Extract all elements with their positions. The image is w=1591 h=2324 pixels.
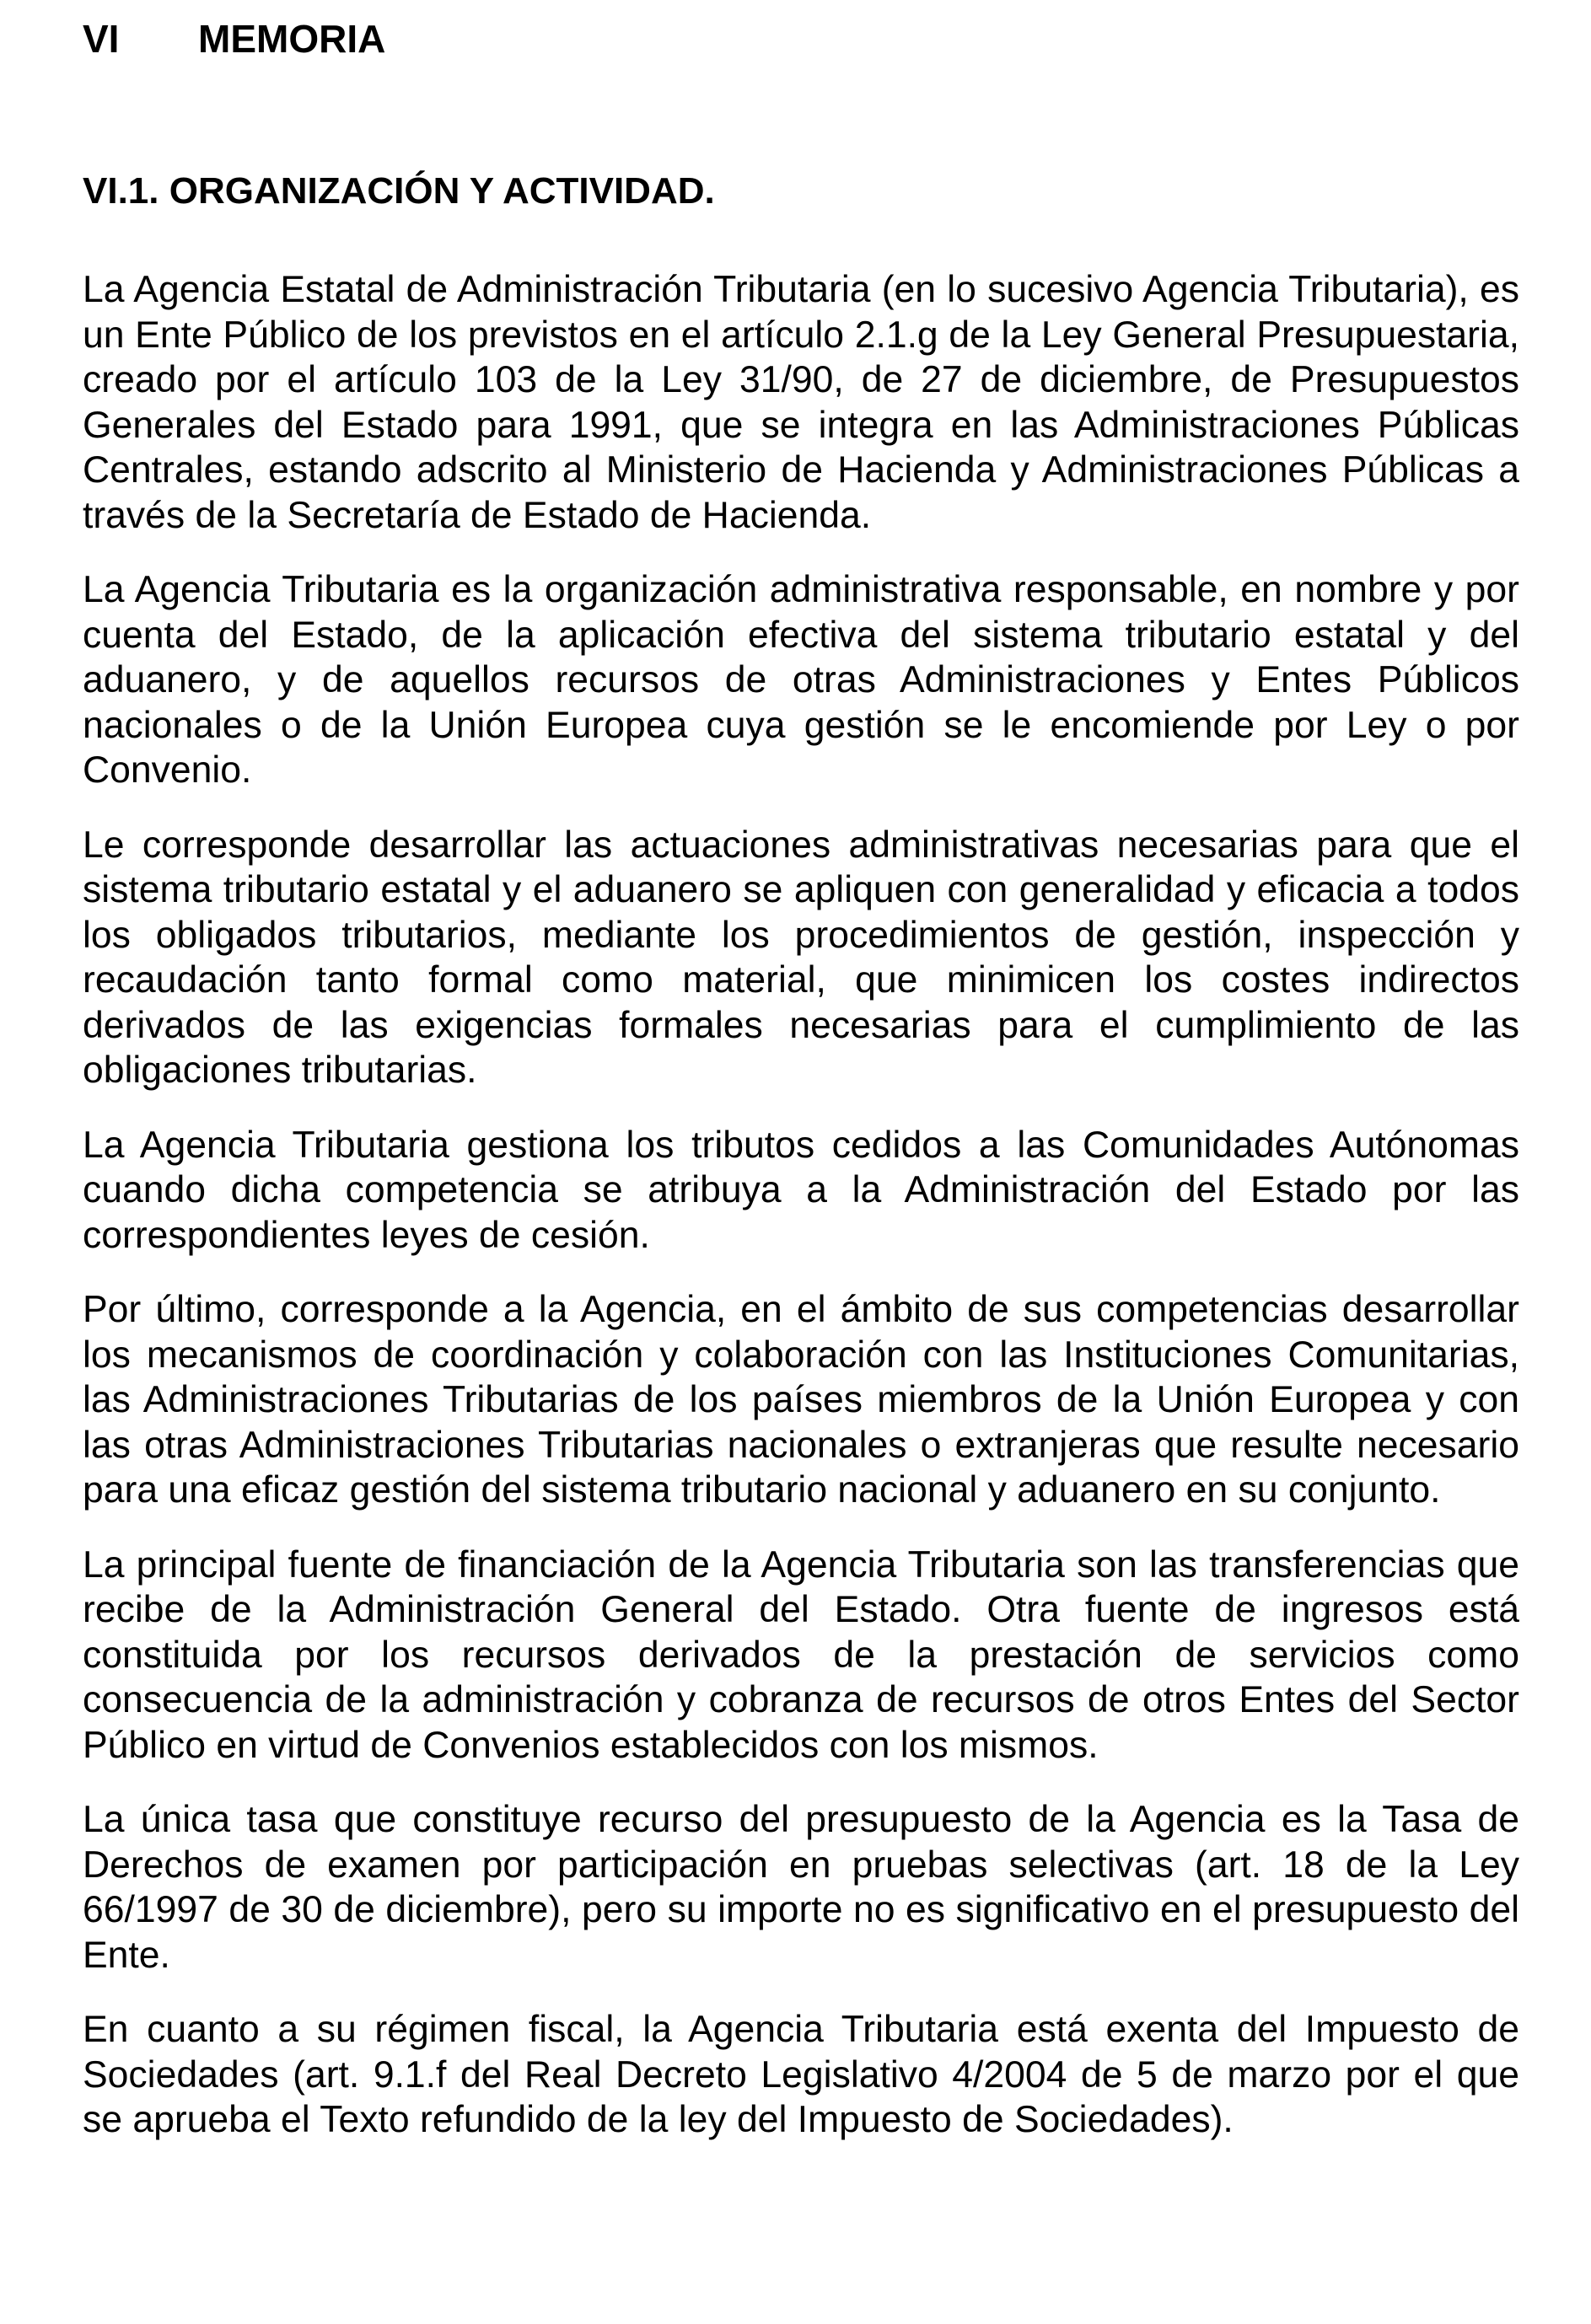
paragraph: Por último, corresponde a la Agencia, en el ámbito de sus competencias desarrollar los mecanismos de coordinación y colaboración con las Instituciones Comunitarias, las Administraciones Tributarias de los países miembros de la Unión Europea y con las otras Administraciones Tributarias nacionales o extranjeras que resulte necesario para una eficaz gestión del sistema tributario nacional y aduanero en su conjunto. [83, 1289, 1519, 1511]
section-title: VI.1. ORGANIZACIÓN Y ACTIVIDAD. [83, 170, 715, 212]
paragraph: La única tasa que constituye recurso del presupuesto de la Agencia es la Tasa de Derechos de examen por participación en pruebas selectivas (art. 18 de la Ley 66/1997 de 30 de diciembre), pero su importe no es significativo en el presupuesto del Ente. [83, 1799, 1519, 1976]
paragraph: La Agencia Tributaria es la organización administrativa responsable, en nombre y por cuenta del Estado, de la aplicación efectiva del sistema tributario estatal y del aduanero, y de aquellos recursos de otras Administraciones y Entes Públicos nacionales o de la Unión Europea cuya gestión se le encomiende por Ley o por Convenio. [83, 569, 1519, 791]
paragraph: En cuanto a su régimen fiscal, la Agencia Tributaria está exenta del Impuesto de Sociedades (art. 9.1.f del Real Decreto Legislativo 4/2004 de 5 de marzo por el que se aprueba el Texto refundido de la ley del Impuesto de Sociedades). [83, 2009, 1519, 2140]
paragraph: La Agencia Estatal de Administración Tributaria (en lo sucesivo Agencia Tributaria), es un Ente Público de los previstos en el artículo 2.1.g de la Ley General Presupuestaria, creado por el artículo 103 de la Ley 31/90, de 27 de diciembre, de Presupuestos Generales del Estado para 1991, que se integra en las Administraciones Públicas Centrales, estando adscrito al Ministerio de Hacienda y Administraciones Públicas a través de la Secretaría de Estado de Hacienda. [83, 269, 1519, 536]
chapter-number: VI [83, 17, 120, 61]
document-page [83, 0, 1519, 2172]
body-text [83, 267, 1519, 2143]
paragraph: La Agencia Tributaria gestiona los tributos cedidos a las Comunidades Autónomas cuando dicha competencia se atribuya a la Administración del Estado por las correspondientes leyes de cesión. [83, 1124, 1519, 1256]
paragraph: Le corresponde desarrollar las actuaciones administrativas necesarias para que el sistema tributario estatal y el aduanero se apliquen con generalidad y eficacia a todos los obligados tributarios, mediante los procedimientos de gestión, inspección y recaudación tanto formal como material, que minimicen los costes indirectos derivados de las exigencias formales necesarias para el cumplimiento de las obligaciones tributarias. [83, 824, 1519, 1091]
document-header [83, 13, 1519, 64]
chapter-title: MEMORIA [198, 17, 386, 61]
paragraph: La principal fuente de financiación de la Agencia Tributaria son las transferencias que recibe de la Administración General del Estado. Otra fuente de ingresos está constituida por los recursos derivados de la prestación de servicios como consecuencia de la administración y cobranza de recursos de otros Entes del Sector Público en virtud de Convenios establecidos con los mismos. [83, 1543, 1519, 1766]
